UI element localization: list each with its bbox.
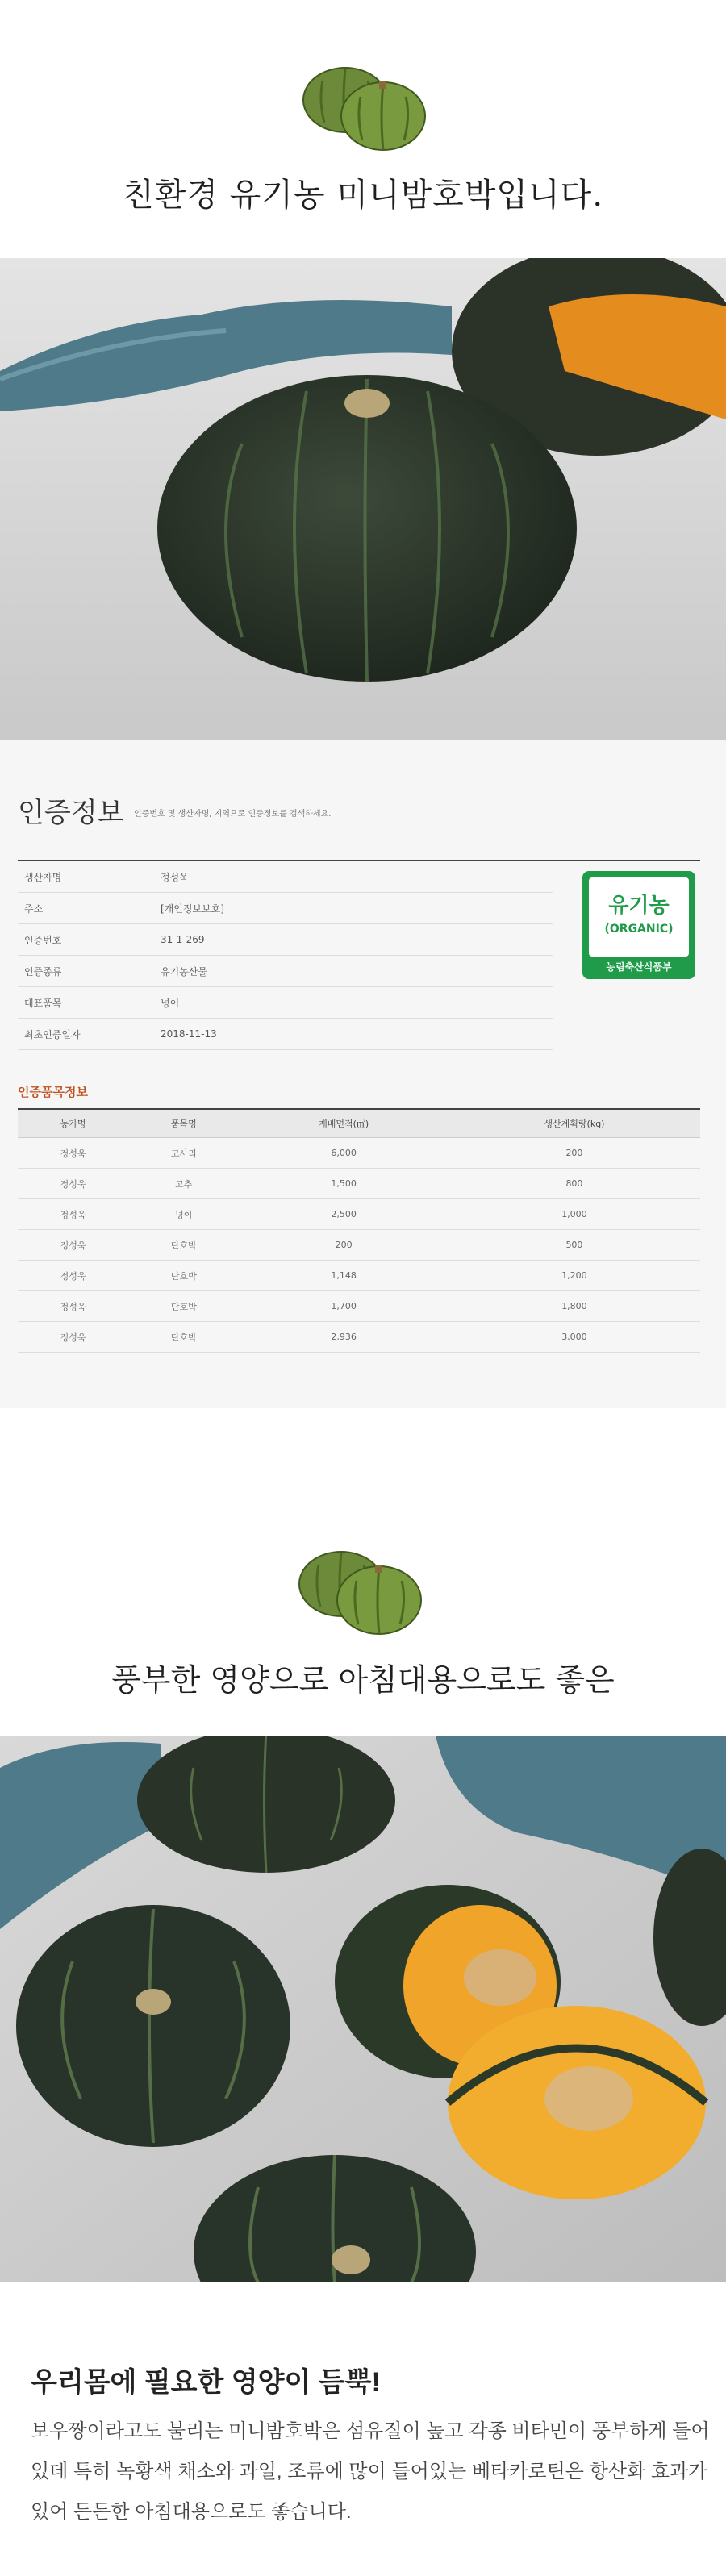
cert-value: 넝이 bbox=[154, 987, 553, 1019]
nutrition-line: 있어 든든한 아침대용으로도 좋습니다. bbox=[31, 2501, 352, 2523]
badge-title: 유기농 bbox=[608, 894, 670, 918]
table-cell: 3,000 bbox=[449, 1322, 700, 1353]
cert-value: 31-1-269 bbox=[154, 924, 553, 956]
table-row bbox=[18, 1322, 700, 1353]
table-cell: 1,148 bbox=[239, 1261, 448, 1291]
table-cell: 정성욱 bbox=[18, 1291, 128, 1322]
hero-title: 친환경 유기농 미니밤호박입니다. bbox=[122, 177, 604, 214]
cert-value: [개인정보보호] bbox=[154, 893, 553, 924]
table-cell: 넝이 bbox=[128, 1199, 239, 1230]
table-row bbox=[18, 987, 700, 1019]
cert-label: 주소 bbox=[18, 893, 154, 924]
cert-label: 최초인증일자 bbox=[18, 1019, 154, 1050]
table-cell: 정성욱 bbox=[18, 1169, 128, 1199]
items-title: 인증품목정보 bbox=[18, 1085, 88, 1099]
cert-items-table bbox=[18, 1108, 700, 1353]
nutrition-body bbox=[31, 2411, 710, 2532]
table-header-row bbox=[18, 1109, 700, 1138]
table-cell: 1,500 bbox=[239, 1169, 448, 1199]
column-header: 생산계획량(kg) bbox=[449, 1109, 700, 1138]
table-cell: 1,700 bbox=[239, 1291, 448, 1322]
hero-section bbox=[0, 0, 726, 258]
table-cell: 정성욱 bbox=[18, 1261, 128, 1291]
table-cell: 정성욱 bbox=[18, 1322, 128, 1353]
organic-certification-badge bbox=[582, 871, 695, 979]
table-cell: 단호박 bbox=[128, 1322, 239, 1353]
column-header: 재배면적(㎡) bbox=[239, 1109, 448, 1138]
nutrition-heading: 우리몸에 필요한 영양이 듬뿍! bbox=[31, 2367, 381, 2398]
table-cell: 단호박 bbox=[128, 1291, 239, 1322]
table-cell: 정성욱 bbox=[18, 1230, 128, 1261]
cert-title: 인증정보 bbox=[18, 798, 124, 828]
table-cell: 200 bbox=[239, 1230, 448, 1261]
table-row bbox=[18, 1169, 700, 1199]
table-cell: 정성욱 bbox=[18, 1199, 128, 1230]
cert-value: 유기농산물 bbox=[154, 956, 553, 987]
nutrition-line: 보우짱이라고도 불리는 미니밤호박은 섬유질이 높고 각종 비타민이 풍부하게 들어 bbox=[31, 2420, 710, 2442]
cert-value: 2018-11-13 bbox=[154, 1019, 553, 1050]
table-cell: 800 bbox=[449, 1169, 700, 1199]
cert-description: 인증번호 및 생산자명, 지역으로 인증정보를 검색하세요. bbox=[134, 810, 332, 819]
table-row bbox=[18, 1230, 700, 1261]
table-cell: 500 bbox=[449, 1230, 700, 1261]
table-cell: 2,936 bbox=[239, 1322, 448, 1353]
table-cell: 단호박 bbox=[128, 1261, 239, 1291]
nutrition-line: 있데 특히 녹황색 채소와 과일, 조류에 많이 들어있는 베타카로틴은 항산화 효과가 bbox=[31, 2461, 707, 2482]
badge-footer: 농림축산식품부 bbox=[606, 961, 672, 973]
pumpkin-illustration-icon bbox=[294, 1540, 428, 1645]
cert-label: 생산자명 bbox=[18, 861, 154, 893]
table-cell: 1,000 bbox=[449, 1199, 700, 1230]
table-row bbox=[18, 1199, 700, 1230]
column-header: 품목명 bbox=[128, 1109, 239, 1138]
table-row bbox=[18, 1291, 700, 1322]
pumpkin-photo-1 bbox=[0, 258, 726, 740]
table-cell: 2,500 bbox=[239, 1199, 448, 1230]
table-cell: 1,800 bbox=[449, 1291, 700, 1322]
table-row bbox=[18, 1019, 700, 1050]
nutrition-section bbox=[0, 2282, 726, 2576]
table-cell: 단호박 bbox=[128, 1230, 239, 1261]
cert-label: 대표품목 bbox=[18, 987, 154, 1019]
table-cell: 고사리 bbox=[128, 1138, 239, 1169]
table-cell: 200 bbox=[449, 1138, 700, 1169]
pumpkin-photo-2 bbox=[0, 1736, 726, 2282]
cert-label: 인증번호 bbox=[18, 924, 154, 956]
badge-subtitle: (ORGANIC) bbox=[604, 923, 674, 936]
column-header: 농가명 bbox=[18, 1109, 128, 1138]
table-cell: 1,200 bbox=[449, 1261, 700, 1291]
table-row bbox=[18, 1138, 700, 1169]
cert-value: 정성욱 bbox=[154, 861, 553, 893]
pumpkin-illustration-icon bbox=[298, 56, 432, 161]
table-cell: 6,000 bbox=[239, 1138, 448, 1169]
section2-title: 풍부한 영양으로 아침대용으로도 좋은 bbox=[111, 1662, 615, 1698]
table-cell: 고추 bbox=[128, 1169, 239, 1199]
table-cell: 정성욱 bbox=[18, 1138, 128, 1169]
certification-section bbox=[0, 740, 726, 1408]
table-row bbox=[18, 1261, 700, 1291]
cert-label: 인증종류 bbox=[18, 956, 154, 987]
